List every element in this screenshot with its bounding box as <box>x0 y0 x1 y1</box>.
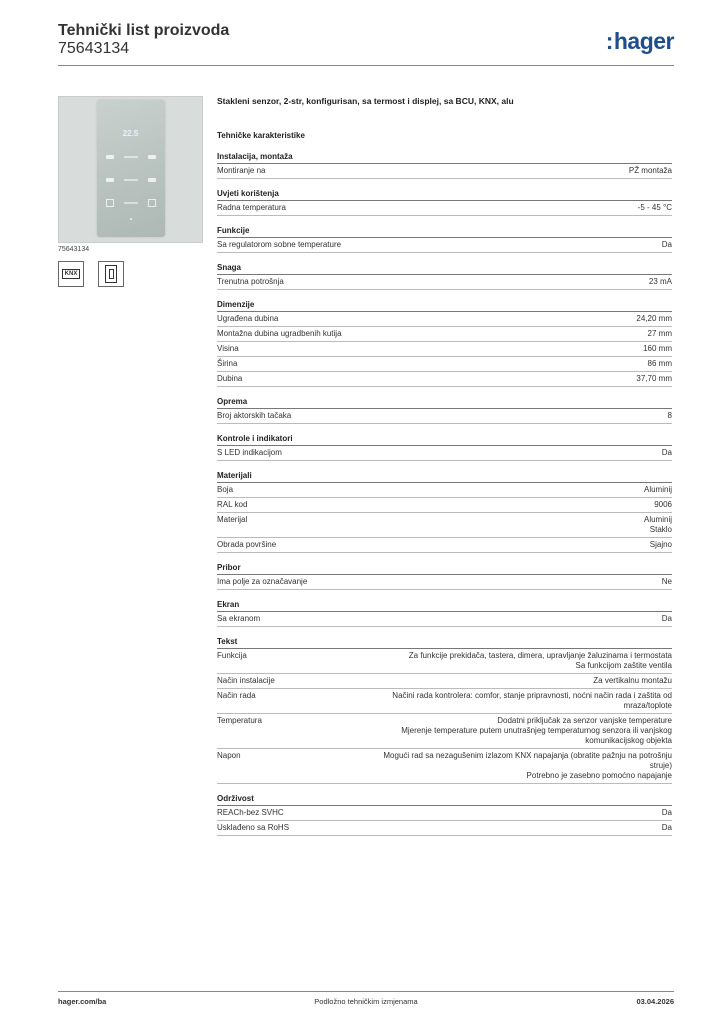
spec-value: Da <box>661 823 672 832</box>
spec-value: 86 mm <box>647 359 672 368</box>
spec-row <box>217 575 672 590</box>
spec-value: 23 mA <box>648 277 672 286</box>
product-sidebar <box>58 96 203 287</box>
spec-value: Načini rada kontrolera: comfor, stanje pripravnosti, noćni način rada i zaštita od mraza/toplote <box>392 691 672 710</box>
sensor-display: 22.5 <box>122 129 139 138</box>
group-title: Uvjeti korištenja <box>217 189 672 201</box>
spec-value: Da <box>661 808 672 817</box>
spec-label: Napon <box>217 751 241 760</box>
spec-label: Ugrađena dubina <box>217 314 279 323</box>
group-title: Snaga <box>217 263 672 275</box>
group-title: Kontrole i indikatori <box>217 434 672 446</box>
spec-label: Broj aktorskih tačaka <box>217 411 292 420</box>
spec-value: PŽ montaža <box>628 166 672 175</box>
spec-value: Dodatni priključak za senzor vanjske temperature Mjerenje temperature putem unutrašnjeg temperaturnog senzora ili vanjskog komunikacijskog objekta <box>401 716 672 745</box>
group-title: Ekran <box>217 600 672 612</box>
spec-row <box>217 357 672 372</box>
hager-logo: :hager <box>605 28 674 54</box>
spec-row <box>217 649 672 674</box>
glass-sensor-plate <box>97 100 165 237</box>
spec-row <box>217 164 672 179</box>
spec-value: Ne <box>661 577 672 586</box>
button-label-mark <box>124 202 138 204</box>
flush-mounting-icon <box>98 261 124 287</box>
spec-row <box>217 446 672 461</box>
spec-row <box>217 714 672 749</box>
group-title: Dimenzije <box>217 300 672 312</box>
certification-icons <box>58 261 203 287</box>
button-icon <box>106 178 114 182</box>
spec-label: Montažna dubina ugradbenih kutija <box>217 329 342 338</box>
spec-label: Materijal <box>217 515 248 524</box>
spec-value: 8 <box>667 411 672 420</box>
product-image <box>58 96 203 243</box>
spec-label: Radna temperatura <box>217 203 286 212</box>
spec-row <box>217 201 672 216</box>
product-code: 75643134 <box>58 246 90 253</box>
section-title: Tehničke karakteristike <box>217 131 305 140</box>
spec-value: 27 mm <box>647 329 672 338</box>
header-divider <box>58 65 674 66</box>
spec-label: REACh-bez SVHC <box>217 808 284 817</box>
product-description: Stakleni senzor, 2-str, konfigurisan, sa termost i displej, sa BCU, KNX, alu <box>217 96 514 106</box>
button-icon <box>148 155 156 159</box>
spec-value: 24,20 mm <box>636 314 672 323</box>
button-label-mark <box>124 156 138 158</box>
spec-label: Trenutna potrošnja <box>217 277 284 286</box>
footer-divider <box>58 991 674 992</box>
footer-date: 03.04.2026 <box>636 997 674 1006</box>
product-number: 75643134 <box>58 40 130 57</box>
spec-row <box>217 409 672 424</box>
spec-label: S LED indikacijom <box>217 448 282 457</box>
square-button-icon <box>106 199 114 207</box>
spec-value: 37,70 mm <box>636 374 672 383</box>
spec-value: -5 - 45 °C <box>637 203 672 212</box>
spec-value: Da <box>661 240 672 249</box>
group-title: Funkcije <box>217 226 672 238</box>
spec-row <box>217 483 672 498</box>
spec-value: Sjajno <box>649 540 672 549</box>
spec-label: Sa ekranom <box>217 614 261 623</box>
spec-row <box>217 498 672 513</box>
spec-row <box>217 275 672 290</box>
button-icon <box>148 178 156 182</box>
spec-row <box>217 749 672 784</box>
group-title: Tekst <box>217 637 672 649</box>
page-header <box>58 22 674 62</box>
group-title: Instalacija, montaža <box>217 152 672 164</box>
technical-sheet <box>217 96 672 836</box>
spec-row <box>217 238 672 253</box>
led-indicator <box>130 218 132 220</box>
spec-value: Za funkcije prekidača, tastera, dimera, upravljanje žaluzinama i termostata Sa funkcijom zaštite ventila <box>408 651 672 670</box>
spec-label: Način rada <box>217 691 256 700</box>
spec-row <box>217 821 672 836</box>
group-title: Održivost <box>217 794 672 806</box>
spec-value: 9006 <box>654 500 672 509</box>
spec-row <box>217 689 672 714</box>
spec-value: Za vertikalnu montažu <box>593 676 672 685</box>
spec-label: Boja <box>217 485 234 494</box>
spec-label: Dubina <box>217 374 243 383</box>
spec-label: Ima polje za označavanje <box>217 577 308 586</box>
group-title: Oprema <box>217 397 672 409</box>
button-label-mark <box>124 179 138 181</box>
group-title: Pribor <box>217 563 672 575</box>
footer-website[interactable]: hager.com/ba <box>58 997 107 1006</box>
spec-row <box>217 674 672 689</box>
group-title: Materijali <box>217 471 672 483</box>
spec-value: Da <box>661 614 672 623</box>
spec-value: Aluminij <box>643 485 672 494</box>
spec-label: RAL kod <box>217 500 248 509</box>
spec-row <box>217 806 672 821</box>
spec-label: Usklađeno sa RoHS <box>217 823 290 832</box>
spec-row <box>217 327 672 342</box>
spec-row <box>217 372 672 387</box>
spec-label: Sa regulatorom sobne temperature <box>217 240 342 249</box>
spec-row <box>217 612 672 627</box>
spec-value: 160 mm <box>643 344 672 353</box>
button-icon <box>106 155 114 159</box>
spec-label: Obrada površine <box>217 540 277 549</box>
spec-label: Montiranje na <box>217 166 266 175</box>
spec-row <box>217 312 672 327</box>
knx-certification-icon: KNX <box>58 261 84 287</box>
page-title: Tehnički list proizvoda <box>58 22 230 39</box>
square-button-icon <box>148 199 156 207</box>
spec-label: Temperatura <box>217 716 262 725</box>
spec-value: Da <box>661 448 672 457</box>
footer-note: Podložno tehničkim izmjenama <box>314 997 418 1006</box>
spec-label: Širina <box>217 359 238 368</box>
spec-row <box>217 538 672 553</box>
spec-row <box>217 342 672 357</box>
spec-value: Mogući rad sa nezagušenim izlazom KNX napajanja (obratite pažnju na potrošnju struje) Potrebno je zasebno pomoćno napajanje <box>383 751 672 780</box>
spec-row <box>217 513 672 538</box>
spec-label: Način instalacije <box>217 676 275 685</box>
characteristics-list <box>217 152 672 836</box>
spec-label: Visina <box>217 344 239 353</box>
spec-label: Funkcija <box>217 651 247 660</box>
spec-value: Aluminij Staklo <box>643 515 672 534</box>
